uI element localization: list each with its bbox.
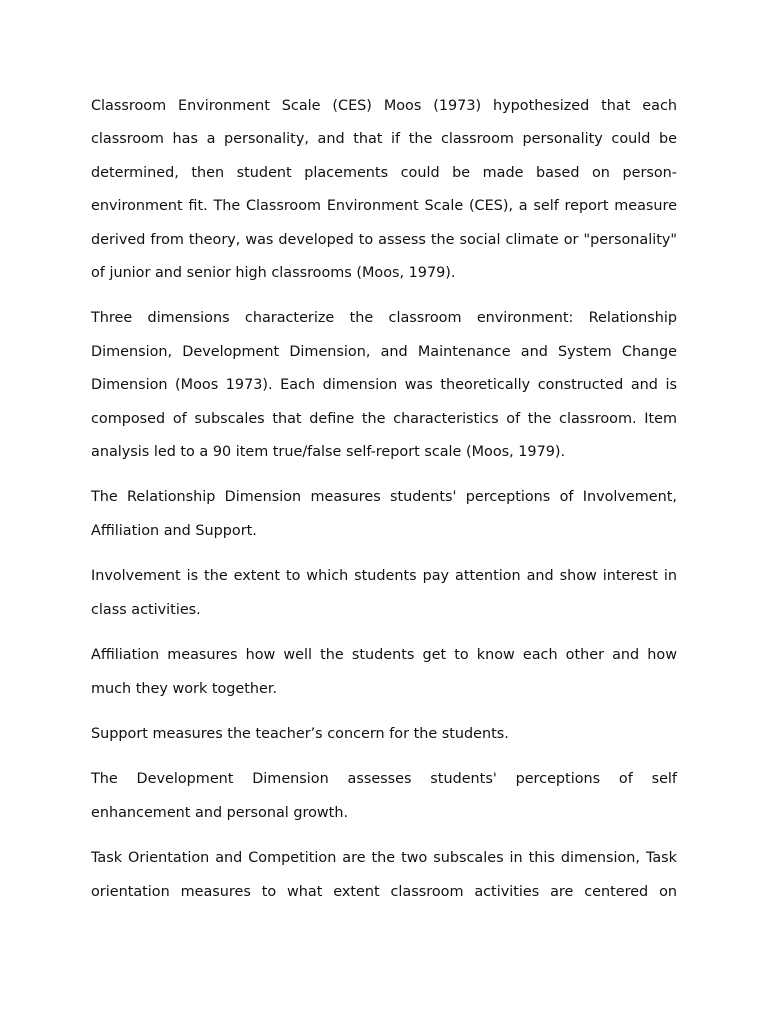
paragraph-development-dimension: The Development Dimension assesses students' perceptions of self enhancement and personal growth. [91,771,677,821]
paragraph-three-dimensions: Three dimensions characterize the classroom environment: Relationship Dimension, Development Dimension, and Maintenance and System Change Dimension (Moos 1973). Each dimension was theoretically constructed and is composed of subscales that define the characteristics of the classroom. Item analysis led to a 90 item true/false self-report scale (Moos, 1979). [91,310,677,461]
paragraph-involvement: Involvement is the extent to which students pay attention and show interest in class activities. [91,568,677,618]
paragraph-relationship-dimension: The Relationship Dimension measures students' perceptions of Involvement, Affiliation and Support. [91,489,677,539]
paragraph-ces-intro: Classroom Environment Scale (CES) Moos (1973) hypothesized that each classroom has a personality, and that if the classroom personality could be determined, then student placements could be made based on person-environment fit. The Classroom Environment Scale (CES), a self report measure derived from theory, was developed to assess the social climate or "personality" of junior and senior high classrooms (Moos, 1979). [91,98,677,282]
document-body [91,90,677,921]
paragraph-support: Support measures the teacher’s concern for the students. [91,725,509,742]
paragraph-affiliation: Affiliation measures how well the students get to know each other and how much they work together. [91,647,677,697]
paragraph-task-orientation: Task Orientation and Competition are the two subscales in this dimension, Task orientation measures to what extent classroom activities are centered on [91,850,677,900]
